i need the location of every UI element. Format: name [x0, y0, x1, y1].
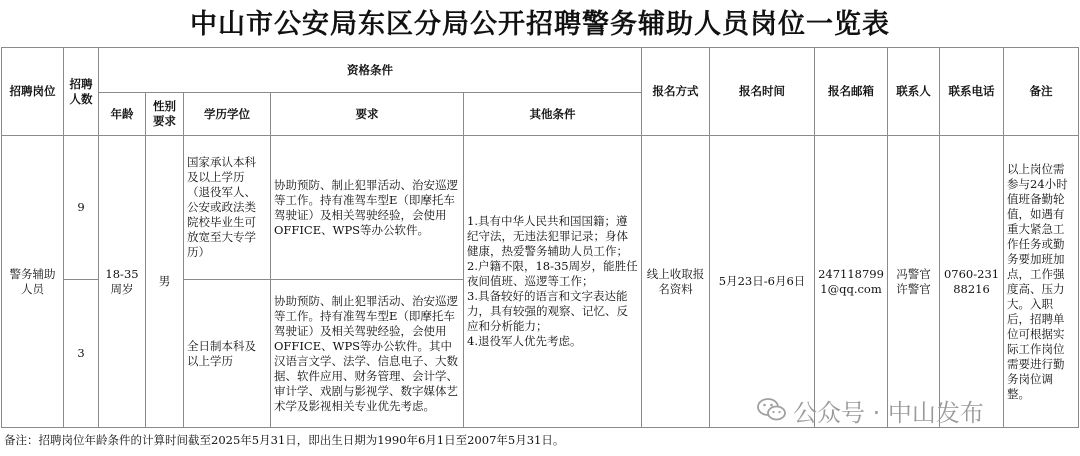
header-contact: 联系人: [888, 48, 940, 136]
footnote: 备注：招聘岗位年龄条件的计算时间截至2025年5月31日，即出生日期为1990年6月1日至2007年5月31日。: [4, 433, 565, 447]
other-condition-1: 1.具有中华人民共和国国籍；遵纪守法，无违法犯罪记录；身体健康，热爱警务辅助人员工作；: [467, 214, 628, 258]
cell-education: 国家承认本科及以上学历（退役军人、公安或政法类院校毕业生可放宽至大专学历）: [184, 136, 271, 280]
cell-email: 2471187991@qq.com: [815, 136, 888, 428]
cell-requirements: 协助预防、制止犯罪活动、治安巡逻等工作。持有准驾车型E（即摩托车驾驶证）及相关驾驶经验，会使用OFFICE、WPS等办公软件。其中汉语言文学、法学、信息电子、大数据、软件应用、财务管理、会计学、审计学、戏剧与影视学、数字媒体艺术学及影视相关专业优先考虑。: [271, 280, 464, 428]
header-count: 招聘人数: [64, 48, 99, 136]
header-other: 其他条件: [464, 93, 642, 136]
other-condition-2: 2.户籍不限，18-35周岁，能胜任夜间值班、巡逻等工作；: [467, 259, 638, 288]
header-phone: 联系电话: [940, 48, 1004, 136]
cell-education: 全日制本科及以上学历: [184, 280, 271, 428]
cell-requirements: 协助预防、制止犯罪活动、治安巡逻等工作。持有准驾车型E（即摩托车驾驶证）及相关驾驶经验，会使用OFFICE、WPS等办公软件。: [271, 136, 464, 280]
header-gender: 性别要求: [146, 93, 184, 136]
cell-time: 5月23日-6月6日: [710, 136, 815, 428]
header-requirements: 要求: [271, 93, 464, 136]
cell-count: 3: [64, 280, 99, 428]
header-education: 学历学位: [184, 93, 271, 136]
cell-phone: 0760-23188216: [940, 136, 1004, 428]
table-row: [2, 136, 1079, 280]
header-position: 招聘岗位: [2, 48, 64, 136]
header-remarks: 备注: [1004, 48, 1079, 136]
wechat-watermark: [757, 396, 1077, 430]
other-condition-3: 3.具备较好的语言和文字表达能力，具有较强的观察、记忆、反应和分析能力；: [467, 289, 628, 333]
header-time: 报名时间: [710, 48, 815, 136]
cell-contact: 冯警官许警官: [888, 136, 940, 428]
header-method: 报名方式: [642, 48, 710, 136]
header-qualification: 资格条件: [99, 48, 642, 93]
wechat-icon: [757, 397, 787, 432]
cell-gender: 男: [146, 136, 184, 428]
header-age: 年龄: [99, 93, 146, 136]
cell-other-conditions: [464, 136, 642, 428]
cell-position: 警务辅助人员: [2, 136, 64, 428]
other-condition-4: 4.退役军人优先考虑。: [467, 334, 582, 348]
cell-count: 9: [64, 136, 99, 280]
positions-table: [1, 47, 1079, 428]
watermark-text: 公众号 · 中山发布: [793, 399, 984, 427]
page-title: 中山市公安局东区分局公开招聘警务辅助人员岗位一览表: [190, 9, 890, 40]
cell-remarks: 以上岗位需参与24小时值班备勤轮值，如遇有重大紧急工作任务或勤务要加班加点，工作强度高、压力大。入职后，招聘单位可根据实际工作岗位需要进行勤务岗位调整。: [1004, 136, 1079, 428]
header-email: 报名邮箱: [815, 48, 888, 136]
cell-age: 18-35周岁: [99, 136, 146, 428]
cell-method: 线上收取报名资料: [642, 136, 710, 428]
